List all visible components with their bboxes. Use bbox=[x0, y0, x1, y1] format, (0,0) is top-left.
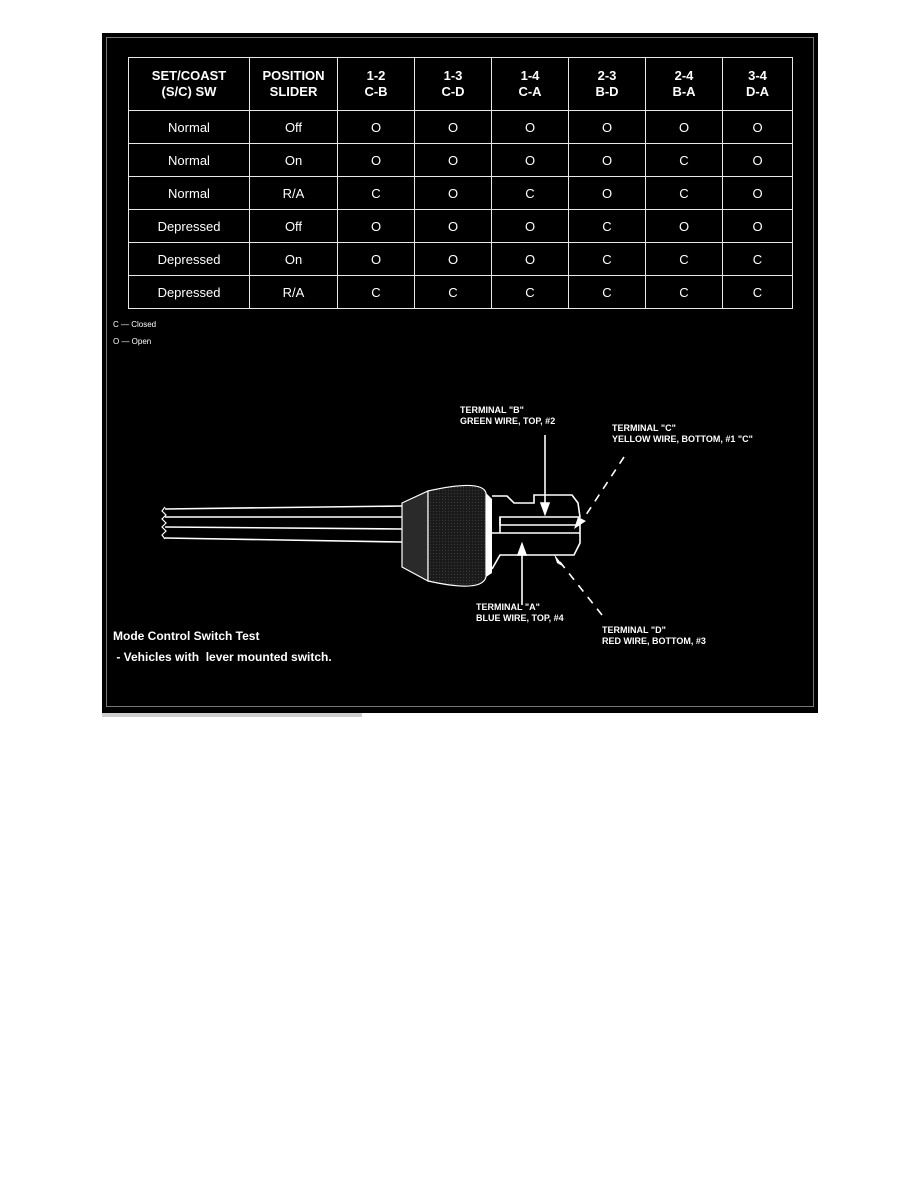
terminal-d-label: TERMINAL "D" RED WIRE, BOTTOM, #3 bbox=[602, 625, 706, 646]
connector-grip bbox=[402, 485, 492, 586]
table-cell: O bbox=[338, 243, 415, 276]
table-cell: O bbox=[415, 243, 492, 276]
table-cell: C bbox=[646, 144, 723, 177]
table-cell: Off bbox=[250, 210, 338, 243]
connector-head bbox=[492, 495, 580, 569]
table-cell: O bbox=[338, 111, 415, 144]
header-1-4: 1-4 C-A bbox=[492, 58, 569, 111]
terminal-b-label: TERMINAL "B" GREEN WIRE, TOP, #2 bbox=[460, 405, 556, 426]
header-2-4: 2-4 B-A bbox=[646, 58, 723, 111]
terminal-a-label: TERMINAL "A" BLUE WIRE, TOP, #4 bbox=[476, 602, 564, 623]
table-cell: C bbox=[723, 243, 793, 276]
table-cell: C bbox=[569, 243, 646, 276]
wire-bundle bbox=[162, 506, 402, 542]
figure-panel bbox=[102, 33, 818, 713]
legend-open: O — Open bbox=[113, 337, 152, 346]
table-cell: O bbox=[338, 210, 415, 243]
table-cell: O bbox=[492, 243, 569, 276]
table-cell: Off bbox=[250, 111, 338, 144]
table-cell: Normal bbox=[129, 177, 250, 210]
table-cell: O bbox=[723, 210, 793, 243]
terminal-c-label: TERMINAL "C" YELLOW WIRE, BOTTOM, #1 "C" bbox=[612, 423, 753, 444]
table-cell: C bbox=[569, 210, 646, 243]
terminal-b-pointer bbox=[541, 435, 549, 514]
header-2-3: 2-3 B-D bbox=[569, 58, 646, 111]
table-cell: Depressed bbox=[129, 276, 250, 309]
table-cell: O bbox=[723, 177, 793, 210]
header-set-coast: SET/COAST (S/C) SW bbox=[129, 58, 250, 111]
table-cell: C bbox=[723, 276, 793, 309]
scan-edge-band bbox=[102, 713, 362, 717]
header-1-3: 1-3 C-D bbox=[415, 58, 492, 111]
table-cell: O bbox=[415, 111, 492, 144]
table-cell: Depressed bbox=[129, 243, 250, 276]
table-cell: C bbox=[646, 276, 723, 309]
table-cell: O bbox=[569, 177, 646, 210]
table-cell: Depressed bbox=[129, 210, 250, 243]
table-cell: O bbox=[415, 144, 492, 177]
table-cell: O bbox=[569, 111, 646, 144]
table-cell: O bbox=[492, 144, 569, 177]
table-cell: O bbox=[415, 210, 492, 243]
table-cell: O bbox=[646, 111, 723, 144]
table-cell: C bbox=[338, 276, 415, 309]
table-cell: O bbox=[646, 210, 723, 243]
figure-caption-title: Mode Control Switch Test bbox=[113, 629, 260, 643]
terminal-a-pointer bbox=[518, 544, 526, 605]
switch-connector-diagram bbox=[102, 33, 818, 713]
table-cell: C bbox=[415, 276, 492, 309]
table-cell: O bbox=[492, 111, 569, 144]
table-cell: O bbox=[723, 144, 793, 177]
header-1-2: 1-2 C-B bbox=[338, 58, 415, 111]
table-cell: O bbox=[338, 144, 415, 177]
table-cell: C bbox=[492, 276, 569, 309]
table-cell: O bbox=[569, 144, 646, 177]
table-cell: C bbox=[338, 177, 415, 210]
figure-caption-subtitle: - Vehicles with lever mounted switch. bbox=[113, 650, 332, 664]
table-cell: R/A bbox=[250, 276, 338, 309]
table-cell: On bbox=[250, 144, 338, 177]
header-position-slider: POSITION SLIDER bbox=[250, 58, 338, 111]
terminal-c-pointer bbox=[574, 457, 624, 529]
table-cell: R/A bbox=[250, 177, 338, 210]
header-3-4: 3-4 D-A bbox=[723, 58, 793, 111]
table-cell: O bbox=[415, 177, 492, 210]
table-cell: O bbox=[492, 210, 569, 243]
table-cell: On bbox=[250, 243, 338, 276]
legend-closed: C — Closed bbox=[113, 320, 157, 329]
table-cell: Normal bbox=[129, 144, 250, 177]
table-cell: C bbox=[492, 177, 569, 210]
table-cell: C bbox=[646, 177, 723, 210]
table-cell: C bbox=[569, 276, 646, 309]
table-cell: Normal bbox=[129, 111, 250, 144]
table-cell: C bbox=[646, 243, 723, 276]
table-cell: O bbox=[723, 111, 793, 144]
